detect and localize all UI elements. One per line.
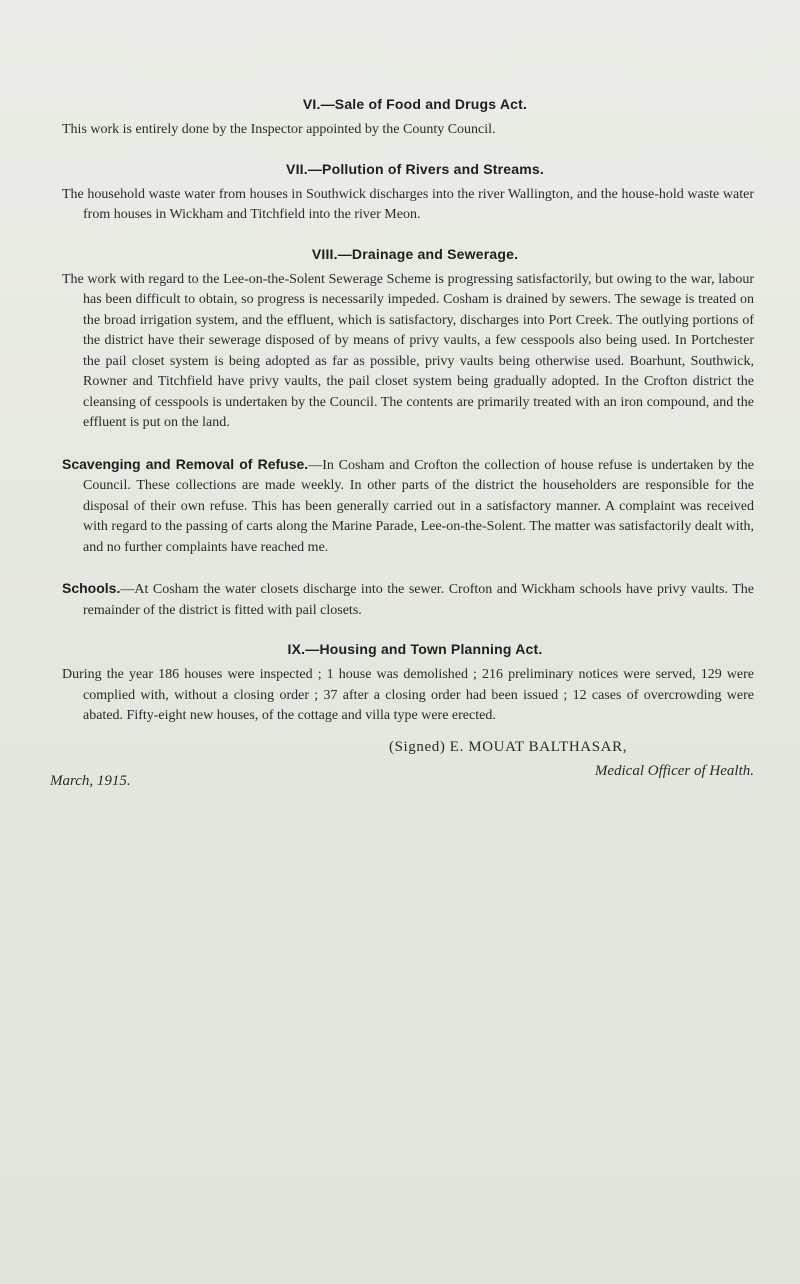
scavenging-label: Scavenging and Removal of Refuse. <box>62 455 309 472</box>
section-viii-paragraph: The work with regard to the Lee-on-the-Solent Sewerage Scheme is progressing satisfactorily, but owing to the war, labour has been difficult to obtain, so progress is necessarily impeded. Cosham is drained by sewers. The sewage is treated on the broad irrigation system, and the effluent, which is satisfactory, discharges into Port Creek. The outlying portions of the district have their sewerage disposed of by means of privy vaults, a few cesspools also being used. In Portchester the pail closet system is being adopted as far as possible, privy vaults being otherwise used. Boarhunt, Southwick, Rowner and Titchfield have privy vaults, the pail closet system being gradually adopted. In the Crofton district the cleansing of cesspools is undertaken by the Council. The contents are primarily treated with an iron compound, and the effluent is put on the land. <box>62 271 754 430</box>
section-vi-heading: VI.—Sale of Food and Drugs Act. <box>302 96 528 112</box>
schools-text: —At Cosham the water closets discharge into the sewer. Crofton and Wickham schools have privy vaults. The remainder of the district is fitted with pail closets. <box>83 582 754 618</box>
section-ix-heading: IX.—Housing and Town Planning Act. <box>287 641 543 657</box>
officer-title: Medical Officer of Health. <box>594 762 754 779</box>
scavenging-paragraph <box>62 454 754 559</box>
schools-paragraph <box>62 578 754 621</box>
signed-line: (Signed) E. MOUAT BALTHASAR, <box>389 738 628 755</box>
section-vi-paragraph: This work is entirely done by the Inspector appointed by the County Council. <box>62 122 496 137</box>
signature-block <box>50 738 754 829</box>
schools-label: Schools. <box>62 580 121 596</box>
scavenging-text: —In Cosham and Crofton the collection of house refuse is undertaken by the Council. These collections are made weekly. In other parts of the district the householders are responsible for the disposal of their own refuse. This has been generally carried out in a satisfactory manner. A complaint was received with regard to the passing of carts along the Marine Parade, Lee-on-the-Solent. The matter was satisfactorily dealt with, and no further complaints have reached me. <box>83 457 755 555</box>
section-vii-heading: VII.—Pollution of Rivers and Streams. <box>286 160 544 177</box>
section-viii-heading: VIII.—Drainage and Sewerage. <box>311 245 519 262</box>
section-vii-paragraph: The household waste water from houses in Southwick discharges into the river Wallington, and the house-hold waste water from houses in Wickham and Titchfield into the river Meon. <box>62 186 754 222</box>
section-ix-paragraph: During the year 186 houses were inspected ; 1 house was demolished ; 216 preliminary notices were served, 129 were complied with, without a closing order ; 37 after a closing order had been issued ; 12 cases of overcrowding were abated. Fifty-eight new houses, of the cottage and villa type were erected. <box>62 667 754 723</box>
report-date: March, 1915. <box>50 772 131 789</box>
